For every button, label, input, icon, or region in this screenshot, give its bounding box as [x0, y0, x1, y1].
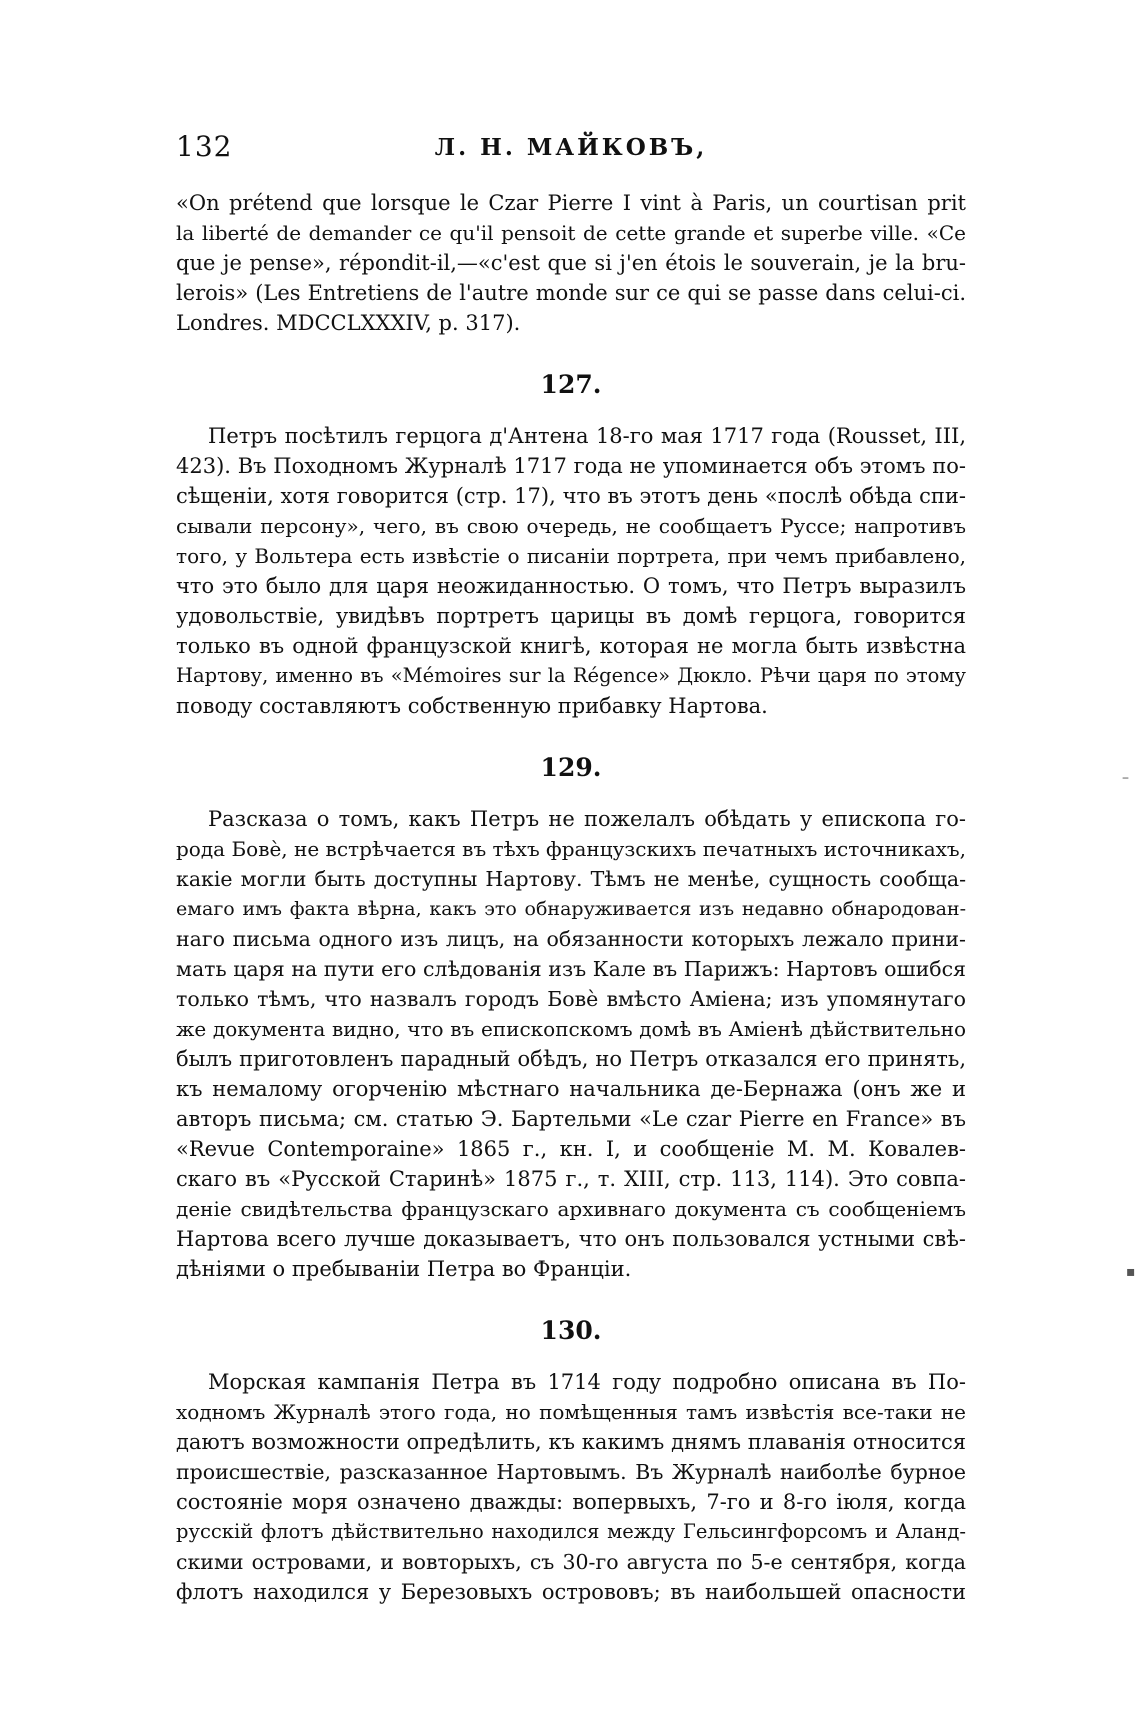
text-line: происшествіе, разсказанное Нартовымъ. Въ Журналѣ наиболѣе бурное [176, 1460, 966, 1484]
text-line: Londres. MDCCLXXXIV, p. 317). [176, 311, 521, 335]
margin-dot-mark: ▪ [1126, 1264, 1136, 1280]
text-line: сѣщеніи, хотя говорится (стр. 17), что въ этотъ день «послѣ обѣда спи- [176, 484, 966, 508]
text-line: что это было для царя неожиданностью. О томъ, что Петръ выразилъ [176, 574, 966, 598]
intro-paragraph [176, 188, 966, 338]
text-line: наго письма одного изъ лицъ, на обязанности которыхъ лежало прини- [176, 927, 966, 951]
text-line: удовольствіе, увидѣвъ портретъ царицы въ домѣ герцога, говорится [176, 604, 966, 628]
text-line: Морская кампанія Петра въ 1714 году подробно описана въ По- [208, 1370, 966, 1394]
text-line: поводу составляютъ собственную прибавку Нартова. [176, 694, 768, 718]
section-number-129: 129. [540, 753, 602, 782]
text-line: емаго имъ факта вѣрна, какъ это обнаруживается изъ недавно обнародован- [176, 898, 966, 920]
text-line: авторъ письма; см. статью Э. Бартельми «Le czar Pierre en France» въ [176, 1107, 966, 1131]
text-line: же документа видно, что въ епископскомъ домѣ въ Аміенѣ дѣйствительно [176, 1017, 966, 1041]
section-129-paragraph [176, 804, 966, 1284]
text-line: скаго въ «Русской Старинѣ» 1875 г., т. XIII, стр. 113, 114). Это совпа- [176, 1167, 966, 1191]
text-line: былъ приготовленъ парадный обѣдъ, но Петръ отказался его принять, [176, 1047, 966, 1071]
section-number-127: 127. [540, 370, 602, 399]
text-line: деніе свидѣтельства французскаго архивнаго документа съ сообщеніемъ [176, 1197, 966, 1221]
text-line: Нартову, именно въ «Mémoires sur la Régence» Дюкло. Рѣчи царя по этому [176, 664, 966, 687]
text-line: рода Бовè, не встрѣчается въ тѣхъ французскихъ печатныхъ источникахъ, [176, 837, 966, 861]
section-127-paragraph [176, 421, 966, 721]
section-number-130: 130. [540, 1316, 602, 1345]
text-line: Нартова всего лучше доказываетъ, что онъ пользовался устными свѣ- [176, 1227, 966, 1251]
running-title: Л. Н. МАЙКОВЪ, [434, 134, 708, 161]
text-line: только тѣмъ, что назвалъ городъ Бовè вмѣсто Аміена; изъ упомянутаго [176, 987, 966, 1011]
text-line: мать царя на пути его слѣдованія изъ Кале въ Парижъ: Нартовъ ошибся [176, 957, 966, 981]
text-line: русскій флотъ дѣйствительно находился между Гельсингфорсомъ и Аланд- [176, 1520, 966, 1543]
margin-dash-mark: – [1122, 770, 1129, 786]
text-line: que je pense», répondit-il,—«c'est que si j'en étois le souverain, je la bru- [176, 251, 966, 275]
text-line: Разсказа о томъ, какъ Петръ не пожелалъ обѣдать у епископа го- [208, 807, 966, 831]
text-line: «On prétend que lorsque le Czar Pierre I vint à Paris, un courtisan prit [176, 191, 966, 215]
text-line: дѣніями о пребываніи Петра во Франціи. [176, 1257, 632, 1281]
text-line: къ немалому огорченію мѣстнаго начальника де-Бернажа (онъ же и [176, 1077, 966, 1101]
text-line: la liberté de demander ce qu'il pensoit de cette grande et superbe ville. «Ce [176, 221, 966, 245]
text-line: только въ одной французской книгѣ, которая не могла быть извѣстна [176, 634, 966, 658]
text-line: 423). Въ Походномъ Журналѣ 1717 года не упоминается объ этомъ по- [176, 454, 966, 478]
text-line: «Revue Contemporaine» 1865 г., кн. I, и сообщеніе М. М. Ковалев- [176, 1137, 966, 1161]
text-line: сывали персону», чего, въ свою очередь, не сообщаетъ Руссе; напротивъ [176, 514, 966, 538]
text-line: скими островами, и вовторыхъ, съ 30-го августа по 5-е сентября, когда [176, 1550, 966, 1574]
text-line: Петръ посѣтилъ герцога д'Антена 18-го мая 1717 года (Rousset, III, [208, 424, 966, 448]
text-line: какіе могли быть доступны Нартову. Тѣмъ не менѣе, сущность сообща- [176, 867, 966, 891]
text-line: флотъ находился у Березовыхъ острововъ; въ наибольшей опасности [176, 1580, 966, 1604]
section-130-paragraph [176, 1367, 966, 1607]
book-page [176, 130, 966, 1607]
text-line: даютъ возможности опредѣлить, къ какимъ днямъ плаванія относится [176, 1430, 966, 1454]
text-line: lerois» (Les Entretiens de l'autre monde sur ce qui se passe dans celui-ci. [176, 281, 966, 305]
text-line: состояніе моря означено дважды: вопервыхъ, 7-го и 8-го іюля, когда [176, 1490, 966, 1514]
page-number: 132 [176, 130, 233, 163]
text-line: ходномъ Журналѣ этого года, но помѣщенныя тамъ извѣстія все-таки не [176, 1400, 966, 1424]
running-head [176, 130, 966, 170]
text-line: того, у Вольтера есть извѣстіе о писаніи портрета, при чемъ прибавлено, [176, 544, 966, 568]
